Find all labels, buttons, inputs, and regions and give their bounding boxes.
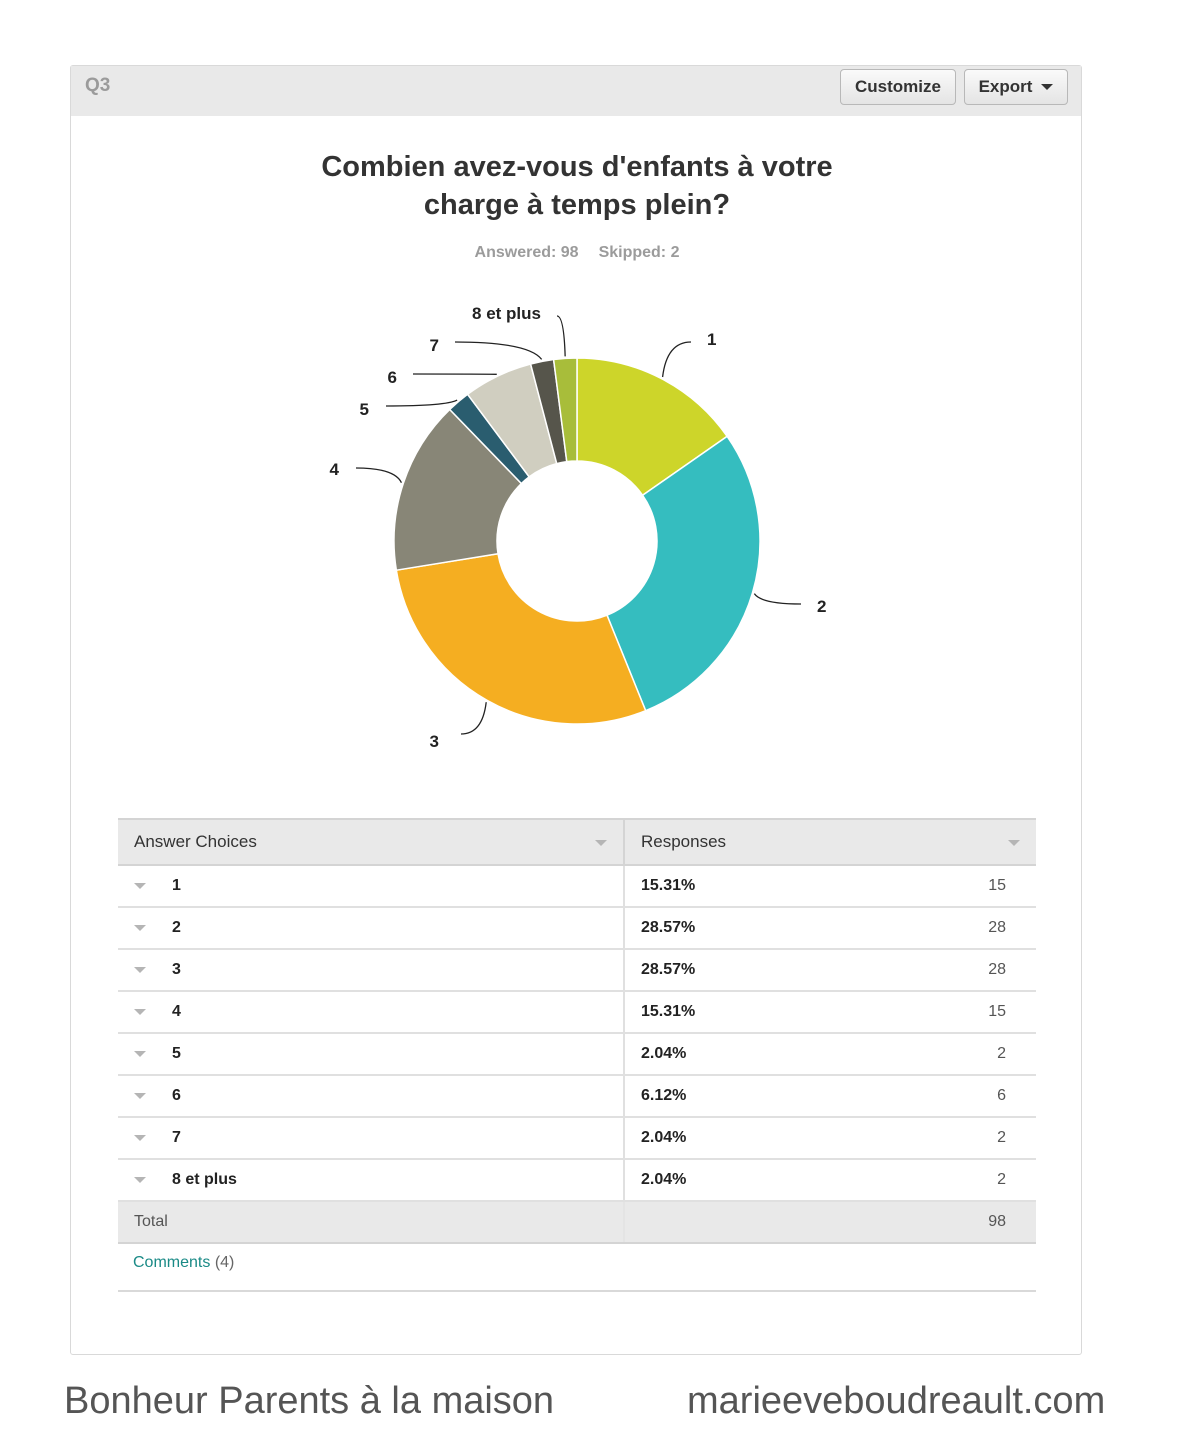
table-row[interactable] xyxy=(118,991,1036,1033)
pie-label-6: 6 xyxy=(387,368,397,387)
table-row[interactable] xyxy=(118,1159,1036,1201)
response-count: 28 xyxy=(988,919,1006,936)
response-cell xyxy=(624,1075,1036,1117)
answer-choice-cell: 7 xyxy=(118,1117,624,1159)
comments-link[interactable]: Comments xyxy=(133,1254,211,1271)
expand-caret-icon[interactable] xyxy=(134,883,146,889)
response-cell xyxy=(624,1117,1036,1159)
expand-caret-icon[interactable] xyxy=(134,1135,146,1141)
question-number: Q3 xyxy=(85,75,111,96)
response-cell xyxy=(624,1033,1036,1075)
answer-choice-cell: 8 et plus xyxy=(118,1159,624,1201)
response-count: 6 xyxy=(997,1087,1006,1104)
answered-count: Answered: 98 xyxy=(474,244,579,261)
expand-caret-icon[interactable] xyxy=(134,1093,146,1099)
header-answer-choices[interactable]: Answer Choices xyxy=(118,819,624,865)
response-percent: 2.04% xyxy=(641,1129,687,1146)
footer-left-text: Bonheur Parents à la maison xyxy=(64,1380,555,1422)
pie-label-2: 2 xyxy=(817,597,827,616)
pie-label-8-et-plus: 8 et plus xyxy=(472,304,541,323)
response-count: 2 xyxy=(997,1045,1006,1062)
customize-button[interactable]: Customize xyxy=(840,69,956,105)
answer-choice-cell: 2 xyxy=(118,907,624,949)
table-row[interactable] xyxy=(118,865,1036,907)
leader-line-3 xyxy=(461,702,486,734)
response-percent: 28.57% xyxy=(641,919,696,936)
leader-line-1 xyxy=(663,342,691,377)
skipped-count: Skipped: 2 xyxy=(598,244,680,261)
response-cell xyxy=(624,865,1036,907)
response-count: 2 xyxy=(997,1129,1006,1146)
answer-choice-cell: 5 xyxy=(118,1033,624,1075)
export-button-label: Export xyxy=(978,77,1033,96)
answer-choice-cell: 4 xyxy=(118,991,624,1033)
response-cell xyxy=(624,1159,1036,1201)
pie-label-4: 4 xyxy=(329,460,339,479)
responses-table xyxy=(118,818,1036,1244)
response-cell xyxy=(624,949,1036,991)
pie-slice-3[interactable] xyxy=(396,554,645,724)
table-row[interactable] xyxy=(118,907,1036,949)
expand-caret-icon[interactable] xyxy=(134,1009,146,1015)
table-row[interactable] xyxy=(118,949,1036,991)
response-percent: 2.04% xyxy=(641,1171,687,1188)
sort-caret-icon xyxy=(1008,840,1020,846)
sort-caret-icon xyxy=(595,840,607,846)
pie-label-3: 3 xyxy=(429,732,439,751)
table-row[interactable] xyxy=(118,1033,1036,1075)
response-percent: 15.31% xyxy=(641,877,696,894)
footer-right-text: marieeveboudreault.com xyxy=(687,1380,1106,1422)
header-responses[interactable]: Responses xyxy=(624,819,1036,865)
expand-caret-icon[interactable] xyxy=(134,1051,146,1057)
response-count: 28 xyxy=(988,961,1006,978)
response-percent: 15.31% xyxy=(641,1003,696,1020)
total-row xyxy=(118,1201,1036,1243)
chart-title-line-2: charge à temps plein? xyxy=(423,189,731,221)
answer-choice-cell: 3 xyxy=(118,949,624,991)
expand-caret-icon[interactable] xyxy=(134,925,146,931)
donut-chart xyxy=(71,66,1083,766)
chart-title-line-1: Combien avez-vous d'enfants à votre xyxy=(321,151,833,183)
total-label: Total xyxy=(118,1201,624,1243)
answer-choice-cell: 6 xyxy=(118,1075,624,1117)
pie-label-5: 5 xyxy=(359,400,369,419)
table-row[interactable] xyxy=(118,1117,1036,1159)
comments-row xyxy=(118,1238,1036,1292)
leader-line-8-et-plus xyxy=(557,316,565,356)
response-count: 15 xyxy=(988,1003,1006,1020)
response-percent: 6.12% xyxy=(641,1087,687,1104)
question-card xyxy=(70,65,1082,1355)
answer-choice-cell: 1 xyxy=(118,865,624,907)
pie-label-7: 7 xyxy=(429,336,439,355)
pie-label-1: 1 xyxy=(707,330,717,349)
table-row[interactable] xyxy=(118,1075,1036,1117)
response-count: 15 xyxy=(988,877,1006,894)
leader-line-5 xyxy=(386,400,457,406)
total-cell xyxy=(624,1201,1036,1243)
response-count: 2 xyxy=(997,1171,1006,1188)
expand-caret-icon[interactable] xyxy=(134,1177,146,1183)
response-cell xyxy=(624,907,1036,949)
response-percent: 28.57% xyxy=(641,961,696,978)
leader-line-7 xyxy=(455,342,542,359)
response-cell xyxy=(624,991,1036,1033)
leader-line-2 xyxy=(754,594,801,604)
expand-caret-icon[interactable] xyxy=(134,967,146,973)
total-count: 98 xyxy=(988,1213,1006,1230)
leader-line-4 xyxy=(356,468,401,483)
response-percent: 2.04% xyxy=(641,1045,687,1062)
comments-count: (4) xyxy=(214,1254,235,1271)
